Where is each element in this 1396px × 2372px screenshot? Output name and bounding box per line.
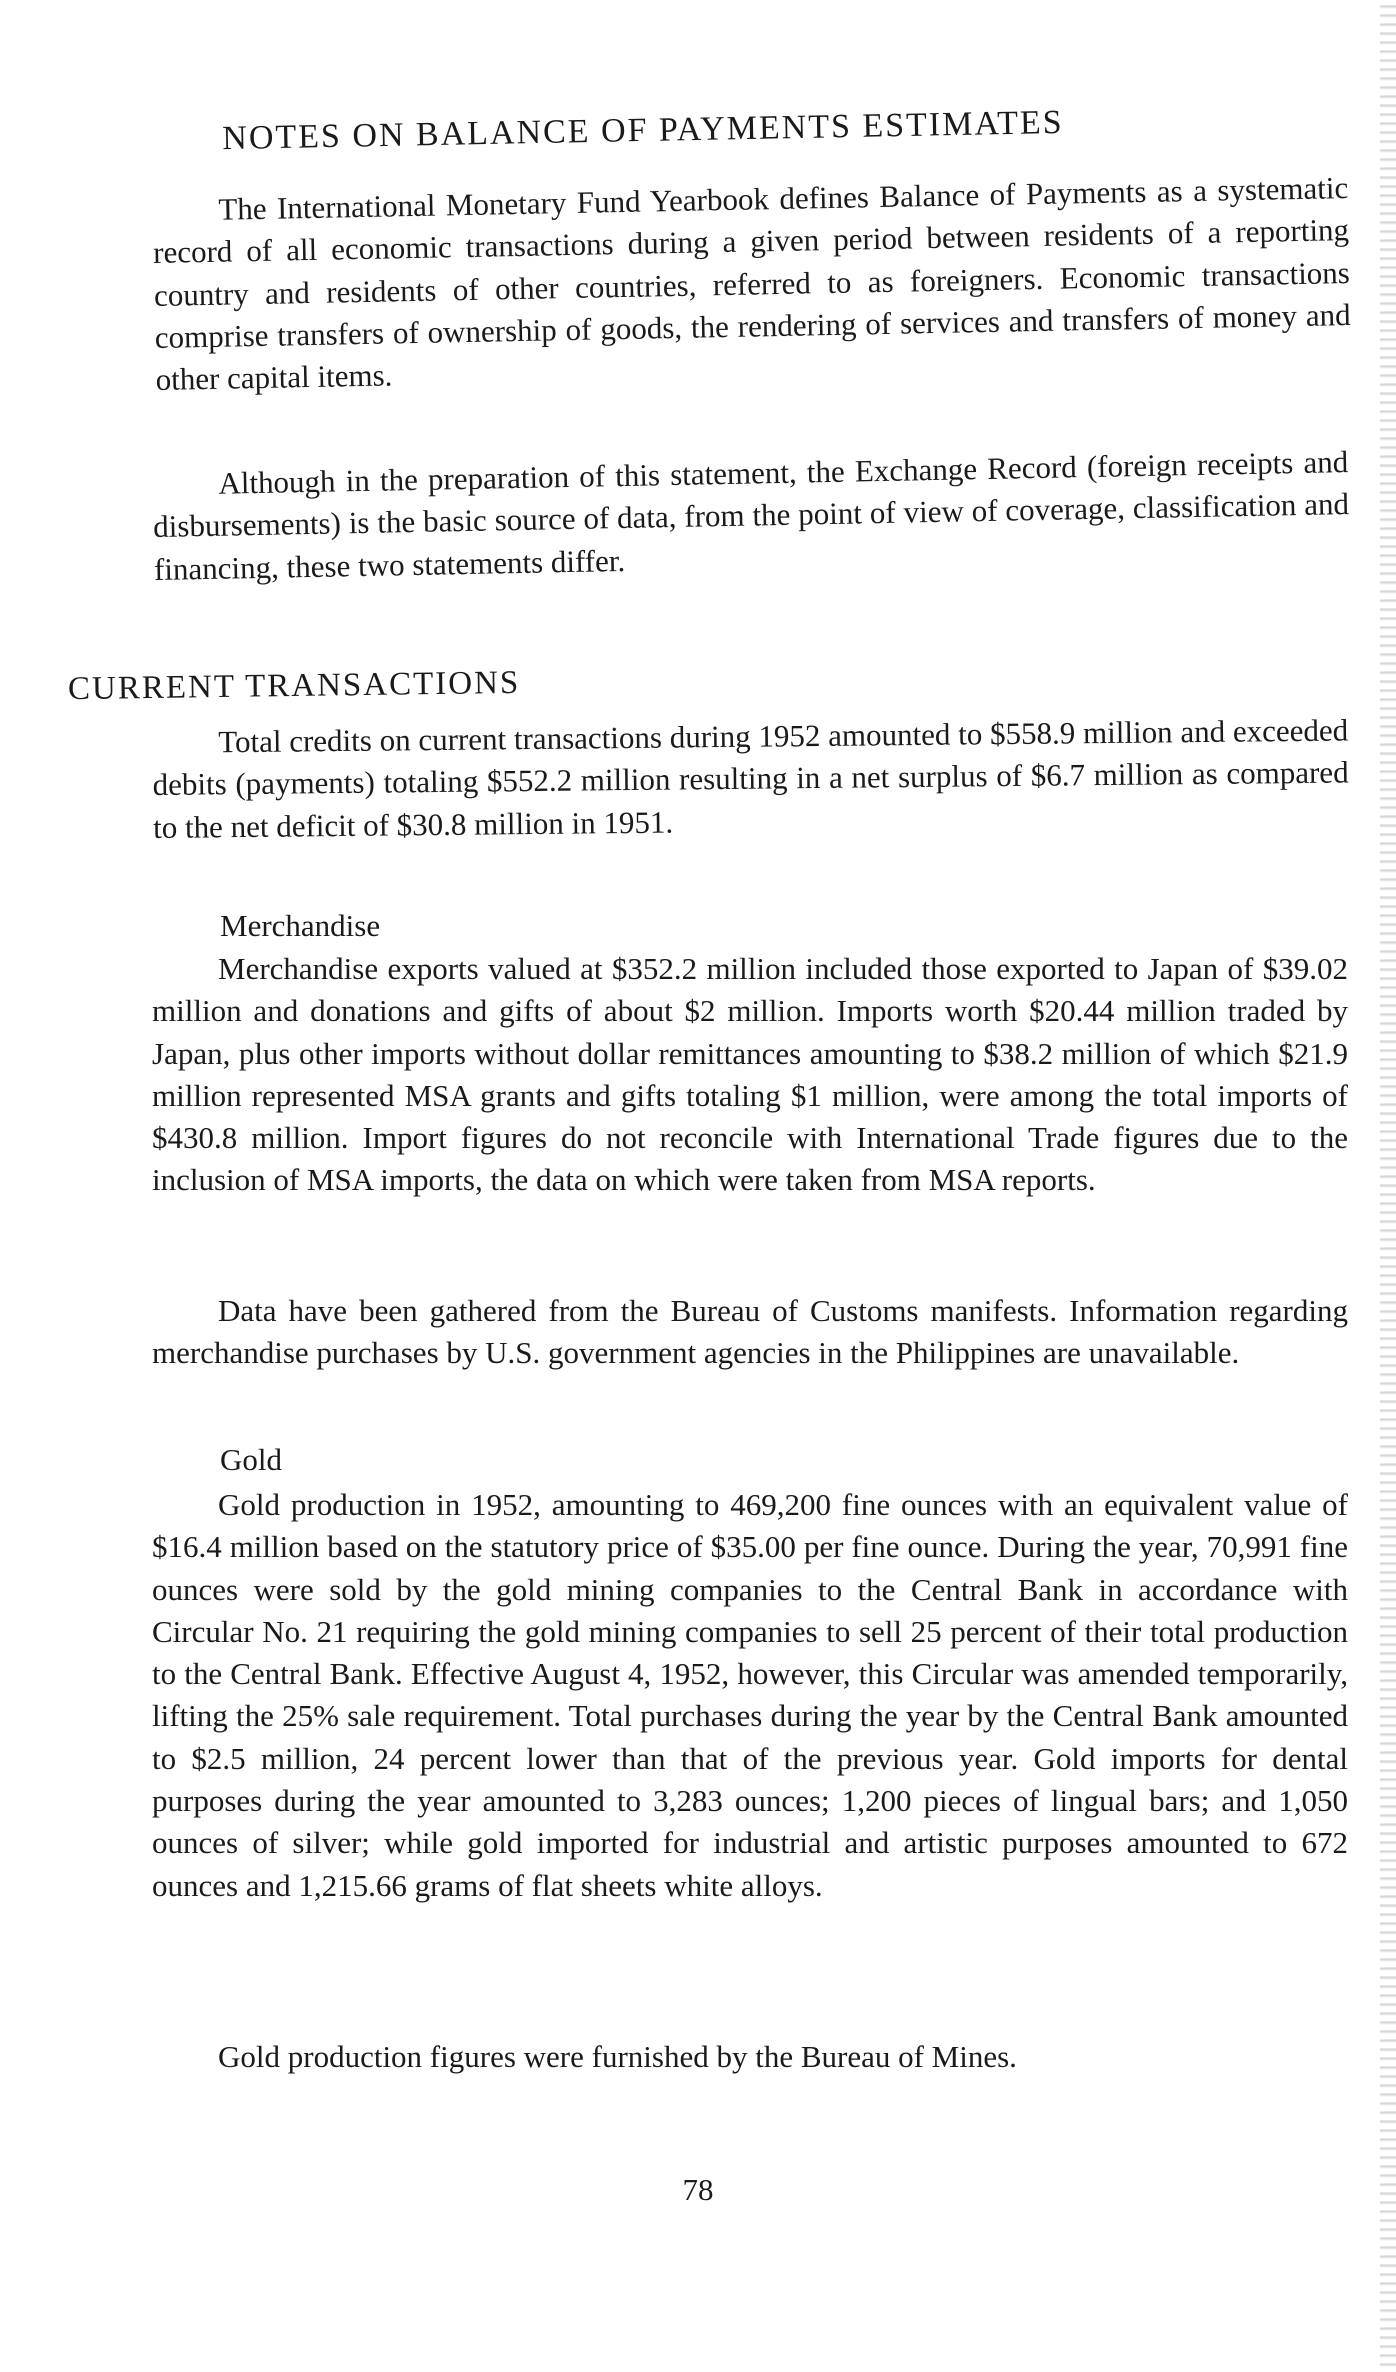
page-edge-shadow	[1380, 0, 1396, 2372]
gold-paragraph-2: Gold production figures were furnished by the Bureau of Mines.	[218, 2039, 1017, 2074]
page-title: NOTES ON BALANCE OF PAYMENTS ESTIMATES	[221, 103, 1064, 158]
gold-paragraph-1: Gold production in 1952, amounting to 469,200 fine ounces with an equivalent value of $16.4 million based on the statutory price of $35.00 per fine ounce. During the year, 70,991 fine ounces were sold by the gold mining companies to the Central Bank in accordance with Circular No. 21 requiring the gold mining companies to sell 25 percent of their total production to the Central Bank. Effective August 4, 1952, however, this Circular was amended temporarily, lifting the 25% sale requirement. Total purchases during the year by the Central Bank amounted to $2.5 million, 24 percent lower than that of the previous year. Gold imports for dental purposes during the year amounted to 3,283 ounces; 1,200 pieces of lingual bars; and 1,050 ounces of silver; while gold imported for industrial and artistic purposes amounted to 672 ounces and 1,215.66 grams of flat sheets white alloys.	[152, 1487, 1348, 1903]
page-number: 78	[682, 2172, 714, 2207]
merchandise-paragraph-2: Data have been gathered from the Bureau of Customs manifests. Information regarding merchandise purchases by U.S. government agencies in the Philippines are unavailable.	[152, 1293, 1348, 1371]
current-transactions-paragraph: Total credits on current transactions during 1952 amounted to $558.9 million and exceeded debits (payments) totaling $552.2 million resulting in a net surplus of $6.7 million as compared to the net deficit of $30.8 million in 1951.	[152, 712, 1349, 845]
section-heading-current-transactions: CURRENT TRANSACTIONS	[67, 664, 521, 708]
intro-paragraph-1: The International Monetary Fund Yearbook defines Balance of Payments as a systematic record of all economic transactions during a given period between residents of a reporting country and residents of other countries, referred to as foreigners. Economic transactions comprise transfers of ownership of goods, the rendering of services and transfers of money and other capital items.	[152, 170, 1351, 398]
merchandise-paragraph-1: Merchandise exports valued at $352.2 million included those exported to Japan of $39.02 million and donations and gifts of about $2 million. Imports worth $20.44 million traded by Japan, plus other imports without dollar remittances amounting to $38.2 million of which $21.9 million represented MSA grants and gifts totaling $1 million, were among the total imports of $430.8 million. Import figures do not reconcile with International Trade figures due to the inclusion of MSA imports, the data on which were taken from MSA reports.	[152, 951, 1348, 1198]
intro-paragraph-2: Although in the preparation of this statement, the Exchange Record (foreign receipts and disbursements) is the basic source of data, from the point of view of coverage, classification and financing, these two statements differ.	[152, 444, 1350, 587]
subheading-gold: Gold	[220, 1442, 282, 1477]
subheading-merchandise: Merchandise	[220, 908, 381, 943]
